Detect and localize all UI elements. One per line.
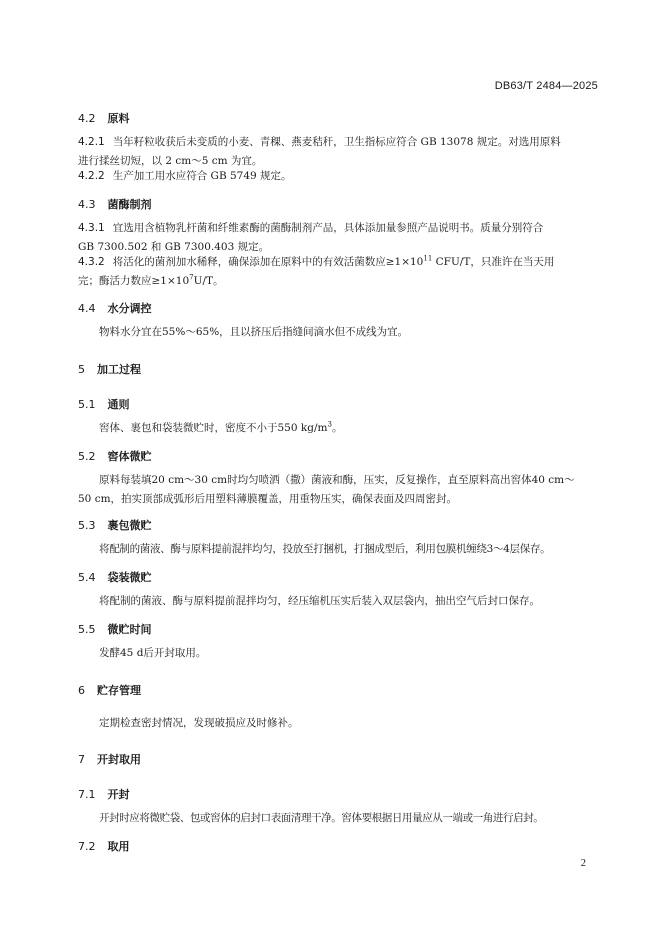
clause-number: 4.3.2 [78, 256, 105, 268]
heading-5-2 [78, 448, 600, 464]
section-number: 4.4 [78, 302, 96, 315]
clause-text-line2b: U/T。 [193, 275, 224, 287]
paragraph-5-3: 将配制的菌液、酶与原料提前混拌均匀，投放至打捆机，打捆成型后，利用包膜机缠绕3～4层保存。 [99, 543, 551, 555]
heading-6 [78, 682, 600, 698]
section-number: 5.5 [78, 623, 96, 636]
clause-4-2-1 [78, 133, 600, 171]
section-number: 4.2 [78, 112, 96, 125]
clause-number: 4.2.1 [78, 136, 105, 148]
paragraph-5-1 [78, 419, 600, 438]
heading-4-4 [78, 300, 600, 316]
section-number: 5.1 [78, 398, 96, 411]
clause-text-line1: 宜选用含植物乳杆菌和纤维素酶的菌酶制剂产品，具体添加量参照产品说明书。质量分别符合 [112, 222, 544, 234]
section-title: 原料 [107, 112, 130, 125]
paragraph-5-5: 发酵45 d后开封取用。 [99, 647, 207, 659]
paragraph-6: 定期检查密封情况，发现破损应及时修补。 [99, 717, 299, 729]
clause-text: 生产加工用水应符合 GB 5749 规定。 [112, 170, 292, 182]
section-number: 5.3 [78, 519, 96, 532]
section-title: 菌酶制剂 [107, 198, 152, 211]
clause-text-line1b: CFU/T，只准许在当天用 [432, 256, 555, 268]
standard-code: DB63/T 2484—2025 [494, 80, 598, 92]
section-title: 微贮时间 [107, 623, 152, 636]
section-title: 袋装微贮 [107, 571, 152, 584]
section-title: 取用 [107, 840, 130, 853]
clause-text-line2: 进行揉丝切短，以 2 cm～5 cm 为宜。 [78, 155, 263, 167]
heading-7 [78, 751, 600, 767]
heading-5-5 [78, 621, 600, 637]
heading-5-1 [78, 396, 600, 412]
exponent: 3 [327, 420, 332, 429]
clause-number: 4.3.1 [78, 222, 105, 234]
clause-text-line1a: 将活化的菌剂加水稀释，确保添加在原料中的有效活菌数应≥1×10 [112, 256, 424, 268]
paragraph-text-b: 。 [331, 422, 343, 434]
clause-text-line2a: 完；酶活力数应≥1×10 [78, 275, 190, 287]
heading-7-1 [78, 786, 600, 802]
section-number: 6 [78, 684, 85, 697]
clause-4-3-1 [78, 219, 600, 257]
paragraph-line1: 原料每装填20 cm～30 cm时均匀喷洒（撒）菌液和酶，压实，反复操作，直至原料高出窖体40 cm～ [99, 474, 575, 486]
paragraph-5-2 [78, 471, 600, 509]
section-title: 开封 [107, 788, 130, 801]
section-title: 开封取用 [97, 753, 141, 766]
clause-text-line2: GB 7300.502 和 GB 7300.403 规定。 [78, 241, 270, 253]
paragraph-text-a: 窖体、裹包和袋装微贮时，密度不小于550 kg/m [99, 422, 328, 434]
heading-5-4 [78, 569, 600, 585]
heading-7-2 [78, 838, 600, 854]
section-title: 水分调控 [107, 302, 152, 315]
section-title: 裹包微贮 [107, 519, 152, 532]
heading-5 [78, 361, 600, 377]
paragraph-4-4: 物料水分宜在55%～65%，且以挤压后指缝间滴水但不成线为宜。 [99, 326, 409, 338]
paragraph-line2: 50 cm，拍实顶部成弧形后用塑料薄膜覆盖，用重物压实，确保表面及四周密封。 [78, 493, 458, 505]
section-number: 5.4 [78, 571, 96, 584]
page-number: 2 [580, 858, 586, 869]
section-title: 窖体微贮 [107, 450, 152, 463]
exponent: 11 [423, 254, 433, 263]
paragraph-7-1: 开封时应将微贮袋、包或窖体的启封口表面清理干净。窖体要根据日用量应从一端或一角进行启封。 [99, 812, 544, 824]
section-title: 通则 [107, 398, 130, 411]
clause-text-line1: 当年籽粒收获后未变质的小麦、青稞、燕麦秸秆，卫生指标应符合 GB 13078 规定。对选用原料 [112, 136, 561, 148]
section-number: 4.3 [78, 198, 96, 211]
section-number: 5 [78, 363, 85, 376]
section-number: 7 [78, 753, 85, 766]
exponent: 7 [189, 273, 194, 282]
clause-number: 4.2.2 [78, 170, 105, 182]
section-number: 7.1 [78, 788, 96, 801]
heading-5-3 [78, 517, 600, 533]
clause-4-2-2 [78, 167, 600, 186]
section-title: 贮存管理 [97, 684, 141, 697]
section-number: 5.2 [78, 450, 96, 463]
heading-4-3 [78, 196, 600, 212]
section-title: 加工过程 [97, 363, 141, 376]
section-number: 7.2 [78, 840, 96, 853]
heading-4-2 [78, 110, 600, 126]
clause-4-3-2 [78, 253, 600, 291]
paragraph-5-4: 将配制的菌液、酶与原料提前混拌均匀，经压缩机压实后装入双层袋内，抽出空气后封口保存。 [99, 595, 540, 607]
